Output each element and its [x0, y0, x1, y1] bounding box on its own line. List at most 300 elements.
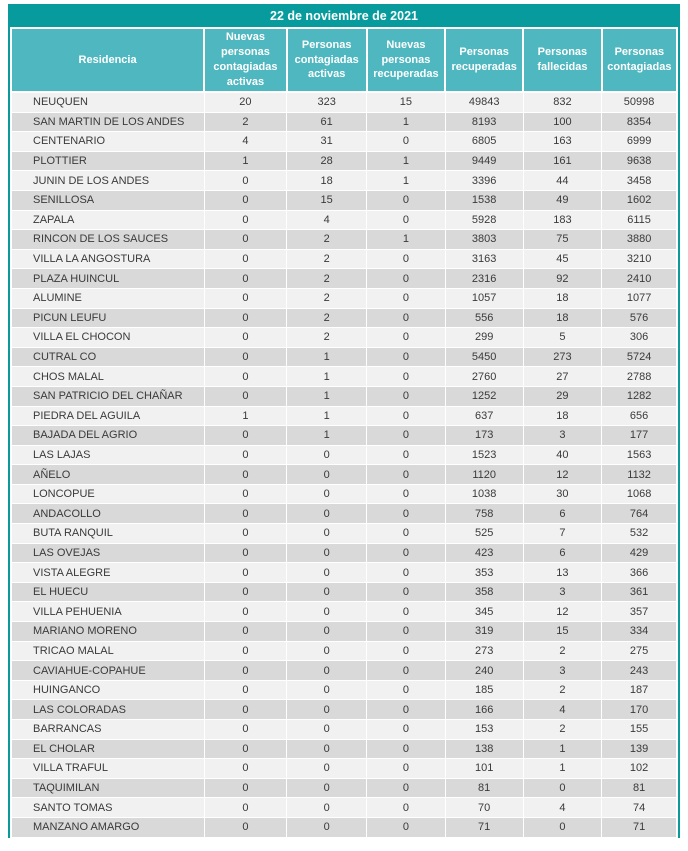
value-cell: 273 — [523, 347, 602, 367]
table-row — [11, 563, 677, 583]
value-cell: 0 — [287, 563, 367, 583]
value-cell: 0 — [204, 347, 287, 367]
value-cell: 1 — [204, 406, 287, 426]
table-row — [11, 445, 677, 465]
value-cell: 0 — [204, 720, 287, 740]
value-cell: 0 — [204, 445, 287, 465]
residencia-cell: VISTA ALEGRE — [11, 563, 204, 583]
table-row — [11, 367, 677, 387]
value-cell: 0 — [367, 778, 446, 798]
residencia-cell: LAS COLORADAS — [11, 700, 204, 720]
value-cell: 31 — [287, 132, 367, 152]
residencia-cell: LAS OVEJAS — [11, 543, 204, 563]
table-row — [11, 386, 677, 406]
value-cell: 12 — [523, 602, 602, 622]
value-cell: 0 — [367, 386, 446, 406]
value-cell: 139 — [602, 739, 677, 759]
value-cell: 1 — [204, 151, 287, 171]
table-row — [11, 484, 677, 504]
value-cell: 163 — [523, 132, 602, 152]
value-cell: 71 — [445, 817, 523, 837]
value-cell: 0 — [204, 426, 287, 446]
value-cell: 44 — [523, 171, 602, 191]
table-row — [11, 132, 677, 152]
value-cell: 361 — [602, 582, 677, 602]
value-cell: 0 — [287, 504, 367, 524]
value-cell: 1523 — [445, 445, 523, 465]
value-cell: 0 — [204, 504, 287, 524]
value-cell: 1602 — [602, 190, 677, 210]
value-cell: 0 — [204, 543, 287, 563]
value-cell: 0 — [204, 622, 287, 642]
column-header: Personas recuperadas — [445, 29, 523, 92]
value-cell: 656 — [602, 406, 677, 426]
value-cell: 0 — [204, 798, 287, 818]
value-cell: 0 — [204, 582, 287, 602]
value-cell: 185 — [445, 680, 523, 700]
value-cell: 4 — [523, 700, 602, 720]
residencia-cell: BAJADA DEL AGRIO — [11, 426, 204, 446]
value-cell: 1 — [287, 367, 367, 387]
table-title: 22 de noviembre de 2021 — [10, 6, 678, 29]
value-cell: 0 — [367, 759, 446, 779]
table-row — [11, 582, 677, 602]
residencia-cell: SENILLOSA — [11, 190, 204, 210]
value-cell: 319 — [445, 622, 523, 642]
value-cell: 0 — [287, 739, 367, 759]
residencia-cell: SAN PATRICIO DEL CHAÑAR — [11, 386, 204, 406]
value-cell: 353 — [445, 563, 523, 583]
value-cell: 27 — [523, 367, 602, 387]
value-cell: 1282 — [602, 386, 677, 406]
value-cell: 0 — [287, 700, 367, 720]
value-cell: 101 — [445, 759, 523, 779]
table-row — [11, 190, 677, 210]
value-cell: 345 — [445, 602, 523, 622]
value-cell: 0 — [287, 465, 367, 485]
value-cell: 0 — [204, 288, 287, 308]
value-cell: 0 — [367, 563, 446, 583]
table-row — [11, 641, 677, 661]
value-cell: 12 — [523, 465, 602, 485]
value-cell: 102 — [602, 759, 677, 779]
table-row — [11, 700, 677, 720]
residencia-cell: RINCON DE LOS SAUCES — [11, 230, 204, 250]
residencia-cell: TRICAO MALAL — [11, 641, 204, 661]
value-cell: 1 — [367, 230, 446, 250]
value-cell: 1 — [523, 739, 602, 759]
residencia-cell: SANTO TOMAS — [11, 798, 204, 818]
value-cell: 2 — [287, 288, 367, 308]
covid-data-table — [8, 4, 680, 838]
table-row — [11, 347, 677, 367]
value-cell: 2 — [287, 230, 367, 250]
value-cell: 0 — [367, 661, 446, 681]
value-cell: 177 — [602, 426, 677, 446]
table-row — [11, 151, 677, 171]
value-cell: 0 — [367, 190, 446, 210]
value-cell: 3396 — [445, 171, 523, 191]
value-cell: 0 — [367, 347, 446, 367]
value-cell: 5724 — [602, 347, 677, 367]
value-cell: 0 — [204, 210, 287, 230]
value-cell: 6 — [523, 543, 602, 563]
value-cell: 75 — [523, 230, 602, 250]
value-cell: 4 — [204, 132, 287, 152]
value-cell: 423 — [445, 543, 523, 563]
residencia-cell: ALUMINE — [11, 288, 204, 308]
value-cell: 0 — [367, 249, 446, 269]
residencia-cell: VILLA TRAFUL — [11, 759, 204, 779]
value-cell: 576 — [602, 308, 677, 328]
value-cell: 0 — [204, 661, 287, 681]
header-row — [11, 29, 677, 92]
value-cell: 0 — [287, 445, 367, 465]
value-cell: 0 — [287, 622, 367, 642]
value-cell: 3210 — [602, 249, 677, 269]
residencia-cell: LAS LAJAS — [11, 445, 204, 465]
value-cell: 0 — [367, 622, 446, 642]
value-cell: 0 — [367, 367, 446, 387]
value-cell: 6999 — [602, 132, 677, 152]
value-cell: 0 — [523, 778, 602, 798]
value-cell: 49 — [523, 190, 602, 210]
table-row — [11, 308, 677, 328]
value-cell: 0 — [204, 269, 287, 289]
value-cell: 170 — [602, 700, 677, 720]
value-cell: 81 — [602, 778, 677, 798]
value-cell: 637 — [445, 406, 523, 426]
residencia-cell: CUTRAL CO — [11, 347, 204, 367]
value-cell: 28 — [287, 151, 367, 171]
value-cell: 0 — [204, 367, 287, 387]
value-cell: 0 — [287, 582, 367, 602]
value-cell: 2760 — [445, 367, 523, 387]
value-cell: 45 — [523, 249, 602, 269]
value-cell: 0 — [367, 543, 446, 563]
value-cell: 161 — [523, 151, 602, 171]
table-row — [11, 465, 677, 485]
value-cell: 358 — [445, 582, 523, 602]
value-cell: 5928 — [445, 210, 523, 230]
value-cell: 0 — [367, 817, 446, 837]
value-cell: 0 — [204, 524, 287, 544]
value-cell: 0 — [367, 582, 446, 602]
table-row — [11, 171, 677, 191]
value-cell: 8193 — [445, 112, 523, 132]
value-cell: 0 — [204, 700, 287, 720]
value-cell: 1 — [367, 171, 446, 191]
value-cell: 0 — [367, 328, 446, 348]
table-row — [11, 112, 677, 132]
value-cell: 15 — [287, 190, 367, 210]
table-row — [11, 602, 677, 622]
value-cell: 5450 — [445, 347, 523, 367]
table-row — [11, 92, 677, 112]
value-cell: 0 — [204, 249, 287, 269]
value-cell: 9449 — [445, 151, 523, 171]
value-cell: 556 — [445, 308, 523, 328]
value-cell: 273 — [445, 641, 523, 661]
value-cell: 2 — [287, 328, 367, 348]
value-cell: 155 — [602, 720, 677, 740]
column-header: Personas fallecidas — [523, 29, 602, 92]
value-cell: 187 — [602, 680, 677, 700]
value-cell: 1 — [287, 406, 367, 426]
value-cell: 0 — [367, 445, 446, 465]
value-cell: 0 — [523, 817, 602, 837]
value-cell: 0 — [367, 288, 446, 308]
residencia-cell: PIEDRA DEL AGUILA — [11, 406, 204, 426]
table-row — [11, 759, 677, 779]
table-row — [11, 622, 677, 642]
value-cell: 0 — [204, 739, 287, 759]
value-cell: 29 — [523, 386, 602, 406]
table-row — [11, 504, 677, 524]
residencia-cell: TAQUIMILAN — [11, 778, 204, 798]
value-cell: 3458 — [602, 171, 677, 191]
value-cell: 50998 — [602, 92, 677, 112]
value-cell: 49843 — [445, 92, 523, 112]
value-cell: 100 — [523, 112, 602, 132]
residencia-cell: CENTENARIO — [11, 132, 204, 152]
value-cell: 6805 — [445, 132, 523, 152]
value-cell: 1057 — [445, 288, 523, 308]
value-cell: 2 — [204, 112, 287, 132]
value-cell: 92 — [523, 269, 602, 289]
value-cell: 0 — [204, 484, 287, 504]
value-cell: 18 — [287, 171, 367, 191]
value-cell: 0 — [287, 661, 367, 681]
value-cell: 0 — [204, 190, 287, 210]
value-cell: 3 — [523, 661, 602, 681]
table-row — [11, 661, 677, 681]
table-row — [11, 778, 677, 798]
value-cell: 4 — [287, 210, 367, 230]
column-header: Residencia — [11, 29, 204, 92]
value-cell: 18 — [523, 288, 602, 308]
value-cell: 183 — [523, 210, 602, 230]
residencia-cell: EL HUECU — [11, 582, 204, 602]
value-cell: 1038 — [445, 484, 523, 504]
value-cell: 2 — [287, 308, 367, 328]
value-cell: 0 — [367, 269, 446, 289]
table-row — [11, 817, 677, 837]
value-cell: 1538 — [445, 190, 523, 210]
value-cell: 2788 — [602, 367, 677, 387]
residencia-cell: MANZANO AMARGO — [11, 817, 204, 837]
value-cell: 0 — [287, 484, 367, 504]
value-cell: 61 — [287, 112, 367, 132]
value-cell: 0 — [287, 680, 367, 700]
value-cell: 3 — [523, 426, 602, 446]
value-cell: 240 — [445, 661, 523, 681]
value-cell: 0 — [367, 426, 446, 446]
value-cell: 1 — [287, 426, 367, 446]
value-cell: 0 — [204, 171, 287, 191]
value-cell: 299 — [445, 328, 523, 348]
value-cell: 1132 — [602, 465, 677, 485]
table-row — [11, 426, 677, 446]
value-cell: 0 — [367, 798, 446, 818]
residencia-table — [10, 29, 678, 838]
table-row — [11, 543, 677, 563]
value-cell: 30 — [523, 484, 602, 504]
table-row — [11, 269, 677, 289]
table-row — [11, 720, 677, 740]
value-cell: 1068 — [602, 484, 677, 504]
value-cell: 166 — [445, 700, 523, 720]
table-row — [11, 739, 677, 759]
value-cell: 0 — [367, 504, 446, 524]
value-cell: 0 — [287, 602, 367, 622]
table-row — [11, 210, 677, 230]
value-cell: 357 — [602, 602, 677, 622]
value-cell: 366 — [602, 563, 677, 583]
value-cell: 0 — [287, 524, 367, 544]
value-cell: 3803 — [445, 230, 523, 250]
residencia-cell: HUINGANCO — [11, 680, 204, 700]
value-cell: 18 — [523, 308, 602, 328]
value-cell: 0 — [287, 759, 367, 779]
value-cell: 0 — [204, 817, 287, 837]
residencia-cell: CAVIAHUE-COPAHUE — [11, 661, 204, 681]
residencia-cell: BARRANCAS — [11, 720, 204, 740]
residencia-cell: EL CHOLAR — [11, 739, 204, 759]
value-cell: 0 — [287, 798, 367, 818]
value-cell: 0 — [367, 132, 446, 152]
value-cell: 2316 — [445, 269, 523, 289]
value-cell: 0 — [367, 484, 446, 504]
value-cell: 0 — [367, 641, 446, 661]
residencia-cell: BUTA RANQUIL — [11, 524, 204, 544]
value-cell: 0 — [287, 817, 367, 837]
value-cell: 525 — [445, 524, 523, 544]
column-header: Nuevas personas recuperadas — [367, 29, 446, 92]
table-body — [11, 92, 677, 837]
value-cell: 81 — [445, 778, 523, 798]
residencia-cell: AÑELO — [11, 465, 204, 485]
value-cell: 40 — [523, 445, 602, 465]
value-cell: 5 — [523, 328, 602, 348]
value-cell: 0 — [367, 406, 446, 426]
value-cell: 3163 — [445, 249, 523, 269]
residencia-cell: PICUN LEUFU — [11, 308, 204, 328]
table-row — [11, 249, 677, 269]
residencia-cell: ZAPALA — [11, 210, 204, 230]
table-row — [11, 406, 677, 426]
value-cell: 429 — [602, 543, 677, 563]
residencia-cell: ANDACOLLO — [11, 504, 204, 524]
value-cell: 9638 — [602, 151, 677, 171]
value-cell: 0 — [204, 563, 287, 583]
value-cell: 0 — [204, 386, 287, 406]
value-cell: 70 — [445, 798, 523, 818]
residencia-cell: CHOS MALAL — [11, 367, 204, 387]
value-cell: 323 — [287, 92, 367, 112]
residencia-cell: VILLA LA ANGOSTURA — [11, 249, 204, 269]
residencia-cell: VILLA EL CHOCON — [11, 328, 204, 348]
value-cell: 0 — [367, 210, 446, 230]
value-cell: 1 — [367, 112, 446, 132]
value-cell: 13 — [523, 563, 602, 583]
value-cell: 0 — [367, 680, 446, 700]
value-cell: 1077 — [602, 288, 677, 308]
value-cell: 2410 — [602, 269, 677, 289]
value-cell: 138 — [445, 739, 523, 759]
residencia-cell: JUNIN DE LOS ANDES — [11, 171, 204, 191]
value-cell: 0 — [367, 308, 446, 328]
residencia-cell: NEUQUEN — [11, 92, 204, 112]
value-cell: 1 — [287, 347, 367, 367]
value-cell: 0 — [204, 778, 287, 798]
residencia-cell: PLAZA HUINCUL — [11, 269, 204, 289]
residencia-cell: MARIANO MORENO — [11, 622, 204, 642]
value-cell: 2 — [287, 269, 367, 289]
value-cell: 3880 — [602, 230, 677, 250]
table-row — [11, 328, 677, 348]
value-cell: 0 — [204, 602, 287, 622]
value-cell: 764 — [602, 504, 677, 524]
value-cell: 3 — [523, 582, 602, 602]
value-cell: 306 — [602, 328, 677, 348]
value-cell: 1252 — [445, 386, 523, 406]
value-cell: 71 — [602, 817, 677, 837]
value-cell: 0 — [367, 602, 446, 622]
table-row — [11, 680, 677, 700]
table-row — [11, 230, 677, 250]
value-cell: 2 — [523, 720, 602, 740]
value-cell: 0 — [367, 720, 446, 740]
value-cell: 1 — [287, 386, 367, 406]
value-cell: 173 — [445, 426, 523, 446]
value-cell: 18 — [523, 406, 602, 426]
value-cell: 334 — [602, 622, 677, 642]
value-cell: 0 — [367, 739, 446, 759]
table-row — [11, 524, 677, 544]
value-cell: 7 — [523, 524, 602, 544]
value-cell: 1 — [523, 759, 602, 779]
value-cell: 153 — [445, 720, 523, 740]
value-cell: 6115 — [602, 210, 677, 230]
value-cell: 0 — [204, 328, 287, 348]
residencia-cell: VILLA PEHUENIA — [11, 602, 204, 622]
value-cell: 2 — [523, 680, 602, 700]
value-cell: 0 — [204, 230, 287, 250]
column-header: Nuevas personas contagiadas activas — [204, 29, 287, 92]
value-cell: 4 — [523, 798, 602, 818]
table-row — [11, 798, 677, 818]
value-cell: 275 — [602, 641, 677, 661]
value-cell: 0 — [287, 720, 367, 740]
residencia-cell: SAN MARTIN DE LOS ANDES — [11, 112, 204, 132]
value-cell: 0 — [287, 778, 367, 798]
value-cell: 15 — [367, 92, 446, 112]
value-cell: 832 — [523, 92, 602, 112]
value-cell: 1120 — [445, 465, 523, 485]
value-cell: 2 — [287, 249, 367, 269]
value-cell: 0 — [204, 680, 287, 700]
value-cell: 15 — [523, 622, 602, 642]
residencia-cell: LONCOPUE — [11, 484, 204, 504]
table-row — [11, 288, 677, 308]
value-cell: 1563 — [602, 445, 677, 465]
value-cell: 243 — [602, 661, 677, 681]
value-cell: 0 — [367, 465, 446, 485]
value-cell: 0 — [204, 465, 287, 485]
value-cell: 0 — [204, 759, 287, 779]
value-cell: 0 — [287, 543, 367, 563]
